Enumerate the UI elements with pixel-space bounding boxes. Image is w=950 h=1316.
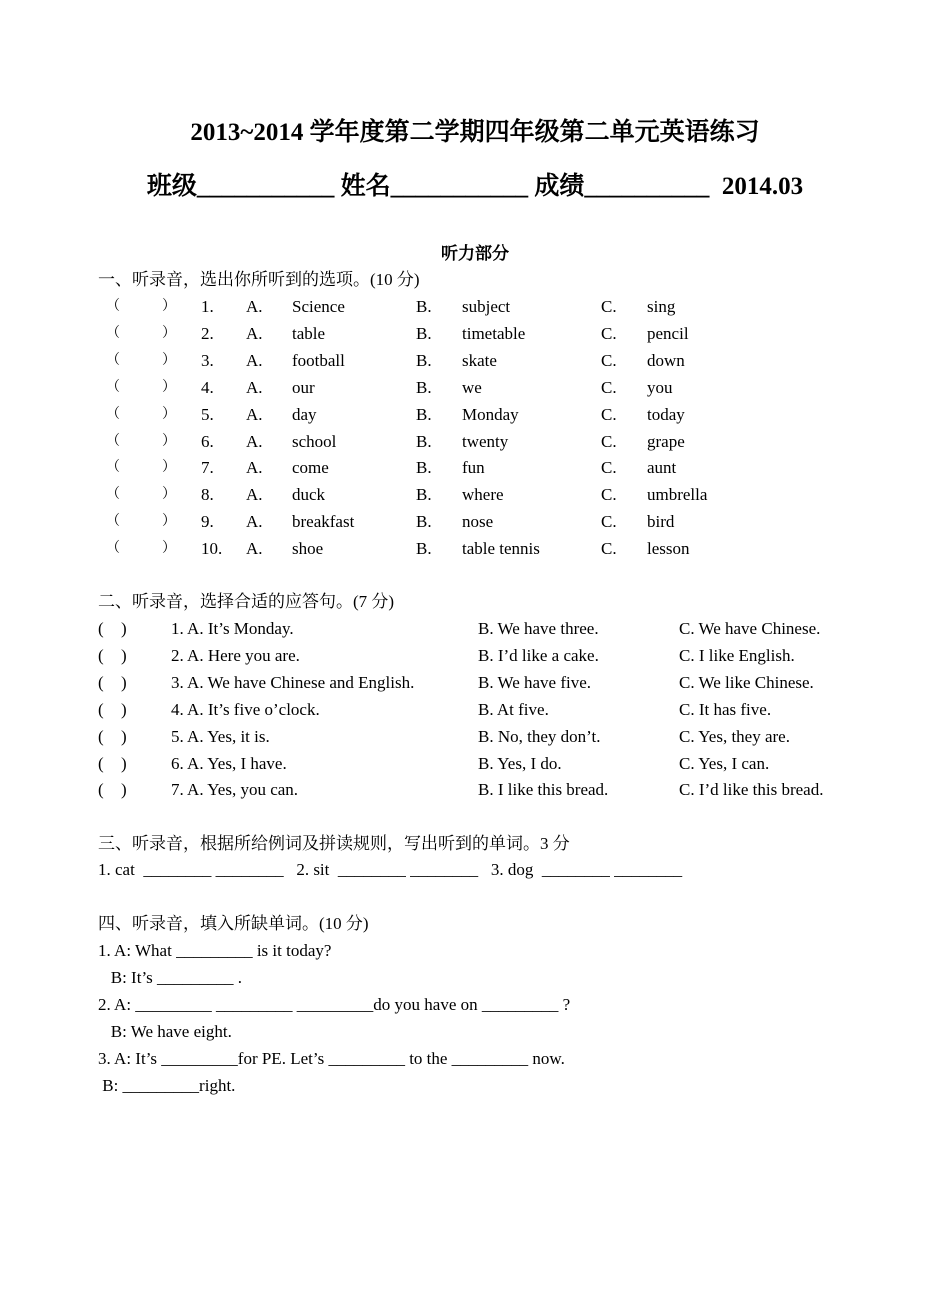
part2-b: B. I’d like a cake. <box>478 645 599 665</box>
list-item <box>0 671 950 695</box>
part1-b: twenty <box>462 431 509 451</box>
part2-c: C. Yes, they are. <box>679 726 790 746</box>
part1-a: our <box>292 377 315 397</box>
part1-c: lesson <box>647 539 690 559</box>
part2-c: C. I’d like this bread. <box>679 780 824 800</box>
part2-c: C. Yes, I can. <box>679 753 770 773</box>
part1-b-label: B. <box>416 431 432 451</box>
part1-b: fun <box>462 458 485 478</box>
part1-c-label: C. <box>601 458 617 478</box>
part1-paren-close: ） <box>162 406 176 422</box>
part2-a: 3. A. We have Chinese and English. <box>171 672 415 692</box>
part1-c-label: C. <box>601 431 617 451</box>
part2-paren-open: ( <box>98 672 104 692</box>
part2-a: 1. A. It’s Monday. <box>171 619 294 638</box>
part2-a: 5. A. Yes, it is. <box>171 726 270 746</box>
part1-num: 6. <box>201 431 214 451</box>
part1-b: where <box>462 485 504 505</box>
list-item <box>0 510 950 534</box>
part2-paren-close: ) <box>121 619 127 638</box>
part1-num: 1. <box>201 297 214 316</box>
part1-paren-close: ） <box>162 433 176 449</box>
part2-c: C. It has five. <box>679 699 772 719</box>
part1-num: 8. <box>201 485 214 505</box>
part1-num: 4. <box>201 377 214 397</box>
part2-heading: 二、听录音，选择合适的应答句。(7 分) <box>98 592 395 611</box>
part3-heading: 三、听录音，根据所给例词及拼读规则，写出听到的单词。3 分 <box>98 834 570 853</box>
part1-paren-open: （ <box>106 487 120 503</box>
part2-paren-close: ) <box>121 780 127 800</box>
part1-paren-close: ） <box>162 460 176 476</box>
part1-a-label: A. <box>246 377 263 397</box>
part2-c: C. We like Chinese. <box>679 672 814 692</box>
part1-paren-open: （ <box>106 460 120 476</box>
part1-c: aunt <box>647 458 677 478</box>
part1-a: duck <box>292 485 326 505</box>
part1-a-label: A. <box>246 539 263 559</box>
part4-line: B: It’s _________ . <box>98 967 243 987</box>
part4-line: 2. A: _________ _________ _________do you have on _________ ? <box>98 994 571 1014</box>
list-item <box>0 403 950 427</box>
part1-c: pencil <box>647 323 689 343</box>
part1-c-label: C. <box>601 404 617 424</box>
part1-a-label: A. <box>246 458 263 478</box>
part1-a: table <box>292 323 326 343</box>
part1-b: table tennis <box>462 539 540 559</box>
part2-b: B. We have three. <box>478 619 599 638</box>
part2-paren-close: ) <box>121 726 127 746</box>
part1-a: breakfast <box>292 512 355 532</box>
part1-paren-open: （ <box>106 406 120 422</box>
part1-b: nose <box>462 512 494 532</box>
part2-paren-close: ) <box>121 699 127 719</box>
part1-paren-open: （ <box>106 433 120 449</box>
list-item <box>0 644 950 668</box>
part1-c-label: C. <box>601 377 617 397</box>
part1-paren-close: ） <box>162 514 176 530</box>
part1-c-label: C. <box>601 297 617 316</box>
part1-heading: 一、听录音，选出你所听到的选项。(10 分) <box>98 270 420 289</box>
list-item <box>0 322 950 346</box>
part1-paren-close: ） <box>162 379 176 395</box>
part2-a: 7. A. Yes, you can. <box>171 780 299 800</box>
list-item <box>0 617 950 641</box>
part1-c-label: C. <box>601 512 617 532</box>
list-item <box>0 295 950 319</box>
part1-paren-close: ） <box>162 325 176 341</box>
part2-b: B. No, they don’t. <box>478 726 601 746</box>
part1-num: 7. <box>201 458 214 478</box>
part1-paren-open: （ <box>106 352 120 368</box>
list-item <box>0 698 950 722</box>
part4-line: B: We have eight. <box>98 1021 232 1041</box>
part1-paren-open: （ <box>106 325 120 341</box>
part1-a-label: A. <box>246 297 263 316</box>
part2-paren-close: ) <box>121 672 127 692</box>
part1-a: football <box>292 350 345 370</box>
list-item <box>0 537 950 561</box>
part1-a: come <box>292 458 329 478</box>
part1-c-label: C. <box>601 485 617 505</box>
part1-b-label: B. <box>416 404 432 424</box>
part1-paren-open: （ <box>106 541 120 557</box>
part1-a-label: A. <box>246 431 263 451</box>
page-title: 2013~2014 学年度第二学期四年级第二单元英语练习 <box>190 119 760 146</box>
part1-paren-close: ） <box>162 487 176 503</box>
part4-line: 1. A: What _________ is it today? <box>98 941 332 960</box>
part1-paren-open: （ <box>106 514 120 530</box>
part1-a: day <box>292 404 317 424</box>
part1-c-label: C. <box>601 323 617 343</box>
section-heading-listening: 听力部分 <box>441 244 509 263</box>
part1-b-label: B. <box>416 539 432 559</box>
list-item <box>0 483 950 507</box>
part1-a-label: A. <box>246 512 263 532</box>
part1-paren-close: ） <box>162 352 176 368</box>
part2-a: 4. A. It’s five o’clock. <box>171 699 320 719</box>
part1-c-label: C. <box>601 539 617 559</box>
student-info-line: 班级___________ 姓名___________ 成绩__________ 2014.03 <box>146 173 804 200</box>
part1-c: today <box>647 404 685 424</box>
part1-c: you <box>647 377 673 397</box>
part1-b-label: B. <box>416 297 432 316</box>
part1-a: shoe <box>292 539 324 559</box>
part2-paren-close: ) <box>121 645 127 665</box>
part1-b: timetable <box>462 323 526 343</box>
part2-paren-open: ( <box>98 699 104 719</box>
part4-line: B: _________right. <box>98 1075 236 1095</box>
part1-c: bird <box>647 512 675 532</box>
part1-b-label: B. <box>416 350 432 370</box>
part1-paren-open: （ <box>106 299 120 314</box>
part1-c: sing <box>647 297 676 316</box>
list-item <box>0 778 950 802</box>
part1-paren-close: ） <box>162 541 176 557</box>
part1-b-label: B. <box>416 323 432 343</box>
part1-b: subject <box>462 297 511 316</box>
list-item <box>0 752 950 776</box>
part1-a-label: A. <box>246 350 263 370</box>
part1-c-label: C. <box>601 350 617 370</box>
part2-paren-open: ( <box>98 780 104 800</box>
part1-c: down <box>647 350 685 370</box>
list-item <box>0 725 950 749</box>
part3-blanks: 1. cat ________ ________ 2. sit ________ ________ 3. dog ________ ________ <box>98 860 683 879</box>
part1-num: 2. <box>201 323 214 343</box>
part2-b: B. We have five. <box>478 672 592 692</box>
part1-b-label: B. <box>416 485 432 505</box>
part1-c: grape <box>647 431 685 451</box>
part2-paren-open: ( <box>98 753 104 773</box>
part4-heading: 四、听录音，填入所缺单词。(10 分) <box>98 914 369 933</box>
part1-a-label: A. <box>246 404 263 424</box>
part1-b-label: B. <box>416 377 432 397</box>
part2-b: B. I like this bread. <box>478 780 609 800</box>
part1-b: Monday <box>462 404 519 424</box>
part1-b: skate <box>462 350 497 370</box>
part1-a: Science <box>292 297 345 316</box>
part2-paren-open: ( <box>98 619 104 638</box>
part2-a: 2. A. Here you are. <box>171 645 300 665</box>
part1-c: umbrella <box>647 485 708 505</box>
part2-b: B. At five. <box>478 699 549 719</box>
part1-b-label: B. <box>416 512 432 532</box>
list-item <box>0 430 950 454</box>
part1-a: school <box>292 431 337 451</box>
part1-a-label: A. <box>246 323 263 343</box>
part4-line: 3. A: It’s _________for PE. Let’s _________ to the _________ now. <box>98 1048 565 1068</box>
part1-b: we <box>462 377 482 397</box>
part1-paren-close: ） <box>162 299 176 314</box>
part2-paren-open: ( <box>98 726 104 746</box>
part2-paren-open: ( <box>98 645 104 665</box>
part1-b-label: B. <box>416 458 432 478</box>
part1-num: 9. <box>201 512 214 532</box>
part1-num: 10. <box>201 539 223 559</box>
part2-paren-close: ) <box>121 753 127 773</box>
list-item <box>0 349 950 373</box>
part2-c: C. We have Chinese. <box>679 619 821 638</box>
part1-num: 5. <box>201 404 214 424</box>
list-item <box>0 376 950 400</box>
part1-num: 3. <box>201 350 214 370</box>
part2-a: 6. A. Yes, I have. <box>171 753 287 773</box>
list-item <box>0 456 950 480</box>
part1-paren-open: （ <box>106 379 120 395</box>
part2-c: C. I like English. <box>679 645 795 665</box>
part2-b: B. Yes, I do. <box>478 753 562 773</box>
part1-a-label: A. <box>246 485 263 505</box>
